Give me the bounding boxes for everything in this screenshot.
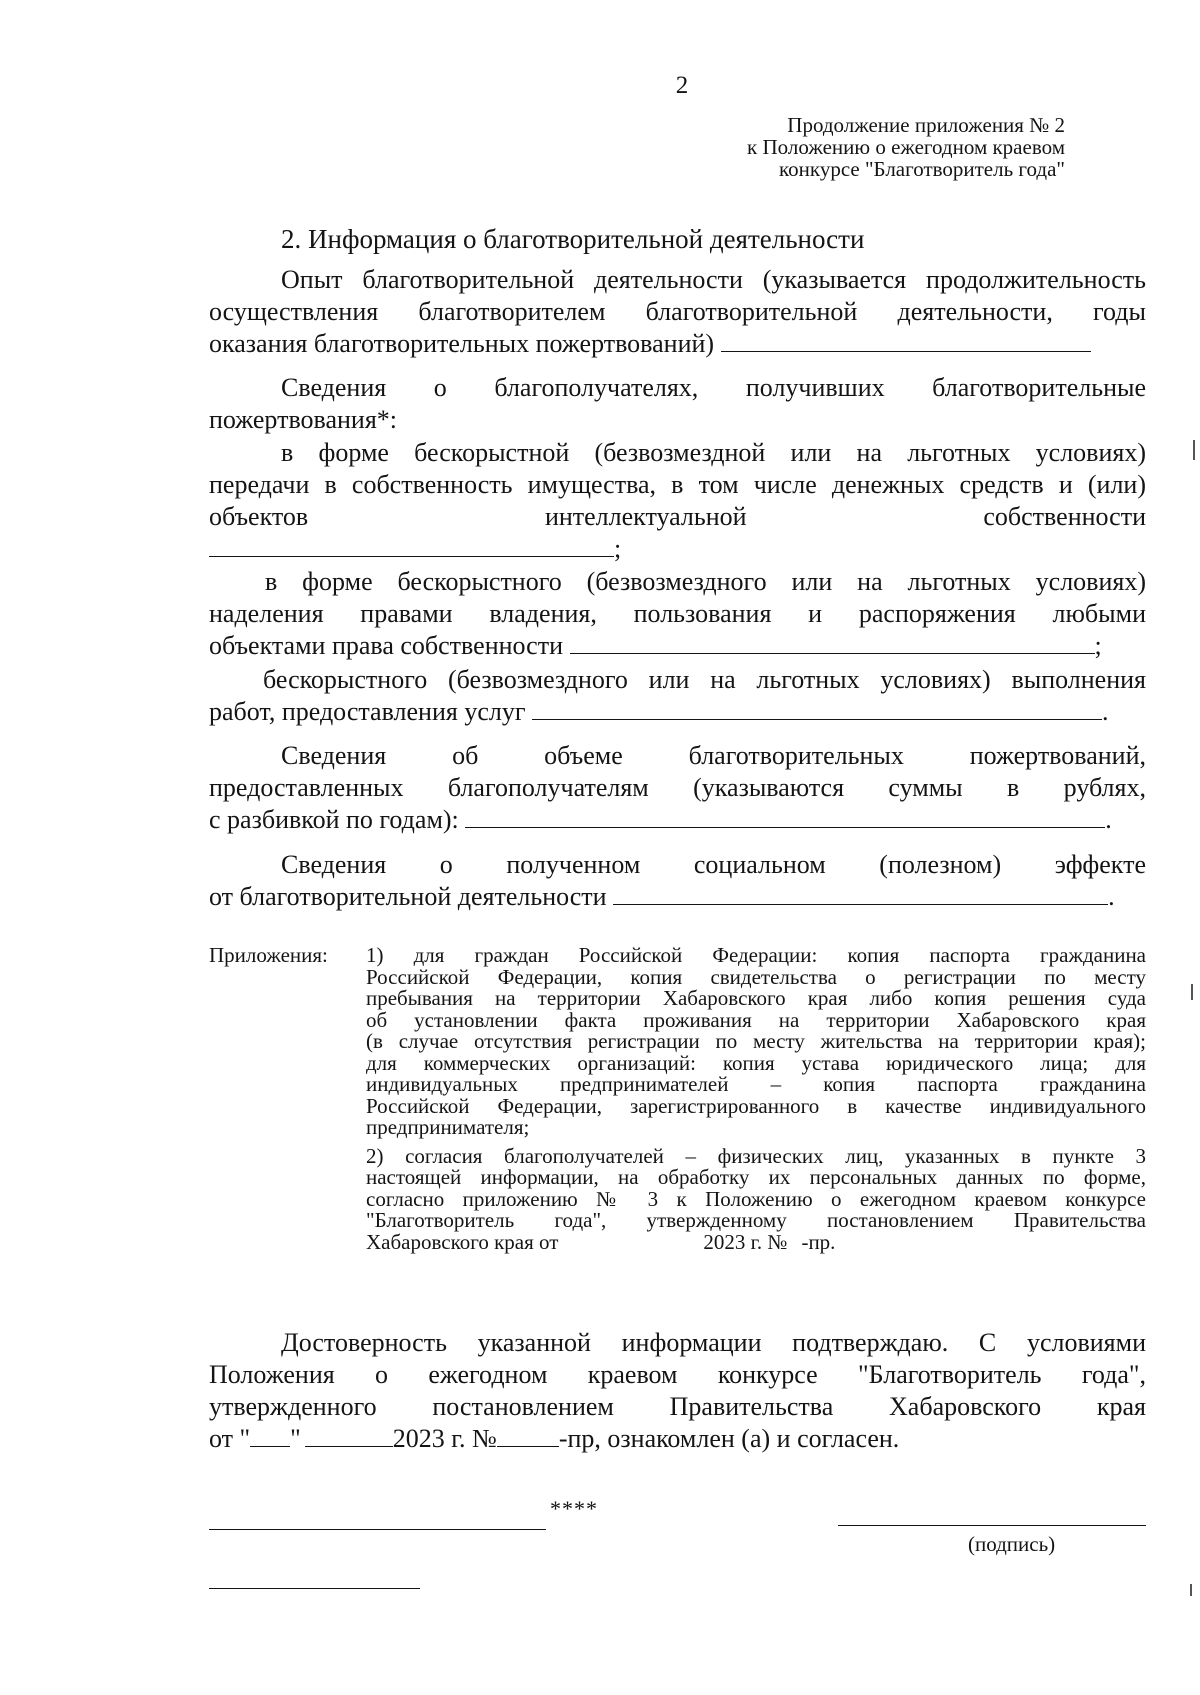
form1-paragraph — [209, 437, 1146, 565]
name-blank-line[interactable] — [209, 1529, 546, 1530]
text-line: 2) согласия благополучателей – физических лиц, указанных в пункте 3 — [366, 1143, 1146, 1168]
scan-mark — [1190, 1584, 1192, 1596]
text-line: индивидуальных предпринимателей – копия паспорта гражданина — [366, 1072, 1146, 1096]
experience-blank-field[interactable] — [721, 329, 1091, 352]
text-fragment: Хабаровского края от — [366, 1229, 559, 1254]
text-line: согласно приложению № 3 к Положению о ежегодном краевом конкурсе — [366, 1186, 1146, 1211]
text-line: Сведения об объеме благотворительных пожертвований, — [281, 741, 1146, 770]
attachment-item-2 — [366, 1143, 1146, 1254]
text-line — [209, 328, 1146, 360]
text-fragment: " — [290, 1424, 301, 1453]
scan-mark — [1193, 440, 1195, 460]
header-line: конкурсе "Благотворитель года" — [779, 157, 1065, 181]
form2-blank-field[interactable] — [570, 631, 1095, 654]
attachments-list — [366, 945, 1146, 1253]
text-line: предоставленных благополучателям (указываются суммы в рублях, — [209, 773, 1146, 802]
attachment-item-1 — [366, 945, 1146, 1139]
volume-paragraph — [209, 740, 1146, 836]
text-line — [366, 1229, 1146, 1254]
document-header — [747, 114, 1065, 180]
text-line: утвержденного постановлением Правительства Хабаровского края — [209, 1392, 1146, 1421]
stars-mark: **** — [550, 1496, 598, 1521]
text-line: в форме бескорыстной (безвозмездной или на льготных условиях) — [281, 438, 1146, 467]
text-line — [209, 881, 1146, 913]
text-line — [209, 1423, 1146, 1455]
month-blank-field[interactable] — [305, 1424, 393, 1447]
number-blank-field[interactable] — [497, 1424, 559, 1447]
text-line: Сведения о полученном социальном (полезном) эффекте — [281, 850, 1146, 879]
text-line — [209, 630, 1146, 662]
text-line: передачи в собственность имущества, в том числе денежных средств и (или) — [209, 470, 1146, 499]
text-line: бескорыстного (безвозмездного или на льготных условиях) выполнения — [263, 665, 1146, 694]
text-fragment: ; — [614, 534, 622, 563]
day-blank-field[interactable] — [250, 1424, 290, 1447]
text-fragment: ; — [1094, 631, 1102, 660]
text-line — [209, 533, 1146, 565]
text-line: Сведения о благополучателях, получивших благотворительные — [281, 373, 1146, 402]
section-title: 2. Информация о благотворительной деятельности — [281, 224, 865, 254]
form3-paragraph — [209, 664, 1146, 728]
text-fragment: объектами права собственности — [209, 631, 563, 660]
text-line: в форме бескорыстного (безвозмездного или на льготных условиях) — [265, 567, 1146, 596]
text-fragment: -пр. — [801, 1229, 836, 1254]
text-line: настоящей информации, на обработку их персональных данных по форме, — [366, 1165, 1146, 1189]
text-line: наделения правами владения, пользования и распоряжения любыми — [209, 599, 1146, 628]
text-line: Опыт благотворительной деятельности (указывается продолжительность — [281, 265, 1146, 294]
signature-caption: (подпись) — [968, 1532, 1056, 1556]
attachments-label: Приложения: — [209, 943, 328, 967]
text-fragment: с разбивкой по годам): — [209, 805, 459, 834]
text-line: осуществления благотворителем благотворительной деятельности, годы — [209, 297, 1146, 326]
scan-mark — [1191, 984, 1193, 1000]
confirmation-paragraph — [209, 1327, 1146, 1455]
text-fragment: . — [1102, 697, 1109, 726]
text-line: пребывания на территории Хабаровского края либо копия решения суда — [366, 986, 1146, 1010]
volume-blank-field[interactable] — [465, 805, 1105, 828]
text-line: Российской Федерации, копия свидетельства о регистрации по месту — [366, 964, 1146, 989]
experience-paragraph — [209, 264, 1146, 360]
text-line: пожертвования*: — [209, 405, 398, 434]
text-fragment: . — [1108, 882, 1115, 911]
text-line: (в случае отсутствия регистрации по месту жительства на территории края); — [366, 1029, 1146, 1053]
effect-blank-field[interactable] — [613, 882, 1108, 905]
text-fragment: оказания благотворительных пожертвований) — [209, 329, 715, 358]
text-line: Российской Федерации, зарегистрированного в качестве индивидуального — [366, 1093, 1146, 1118]
text-fragment: -пр, ознакомлен (а) и согласен. — [558, 1424, 900, 1453]
header-line: к Положению о ежегодном краевом — [747, 135, 1065, 159]
date-blank-line[interactable] — [209, 1588, 420, 1589]
text-fragment: работ, предоставления услуг — [209, 697, 526, 726]
text-fragment: от благотворительной деятельности — [209, 882, 607, 911]
text-line: Достоверность указанной информации подтверждаю. С условиями — [281, 1328, 1146, 1357]
header-line: Продолжение приложения № 2 — [787, 113, 1065, 137]
text-line: 1) для граждан Российской Федерации: копия паспорта гражданина — [366, 943, 1146, 967]
text-fragment: 2023 г. № — [703, 1229, 788, 1254]
text-line: для коммерческих организаций: копия устава юридического лица; для — [366, 1050, 1146, 1075]
text-line: Положения о ежегодном краевом конкурсе "Благотворитель года", — [209, 1360, 1146, 1389]
text-line — [209, 696, 1146, 728]
text-line: "Благотворитель года", утвержденному постановлением Правительства — [366, 1208, 1146, 1232]
text-line — [209, 804, 1146, 836]
text-fragment: 2023 г. № — [392, 1424, 497, 1453]
form2-paragraph — [209, 566, 1146, 662]
page-number: 2 — [675, 72, 689, 99]
form1-blank-field[interactable] — [209, 534, 614, 557]
form3-blank-field[interactable] — [532, 697, 1102, 720]
effect-paragraph — [209, 849, 1146, 913]
text-fragment: . — [1105, 805, 1112, 834]
text-fragment: от " — [209, 1424, 251, 1453]
signature-blank-line[interactable] — [838, 1525, 1146, 1526]
text-line: объектов интеллектуальной собственности — [209, 502, 1146, 531]
beneficiaries-paragraph — [209, 372, 1146, 436]
text-line: предпринимателя; — [366, 1115, 530, 1139]
text-line: об установлении факта проживания на территории Хабаровского края — [366, 1007, 1146, 1032]
